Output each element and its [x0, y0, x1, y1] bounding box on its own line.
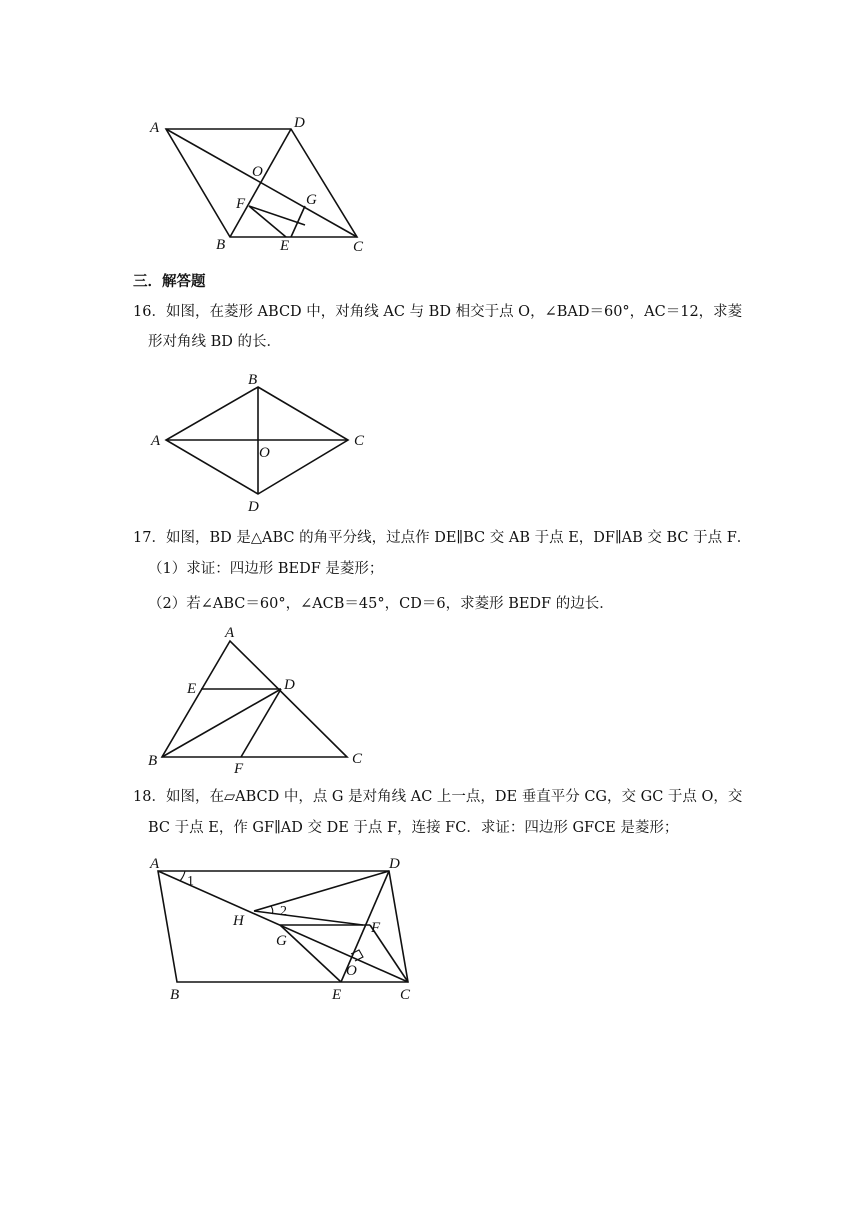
- fig15-label-O: O: [252, 164, 263, 180]
- fig17-label-F: F: [234, 761, 244, 777]
- fig18-label-angle2: 2: [280, 904, 287, 919]
- fig15-label-C: C: [353, 239, 364, 255]
- figure-17: [148, 625, 363, 777]
- fig15-label-A: A: [150, 120, 160, 136]
- problem-18-line-1: 18．如图，在▱ABCD 中，点 G 是对角线 AC 上一点，DE 垂直平分 CG，交 GC 于点 O，交: [133, 789, 743, 805]
- fig18-label-F: F: [371, 920, 381, 936]
- fig18-label-G: G: [276, 933, 287, 949]
- problem-16-line-1: 16．如图，在菱形 ABCD 中，对角线 AC 与 BD 相交于点 O，∠BAD＝60°，AC＝12，求菱: [133, 304, 743, 320]
- fig18-label-E: E: [332, 987, 342, 1003]
- section-heading: 三．解答题: [133, 274, 206, 290]
- figure-18: [149, 856, 411, 1003]
- fig16-label-C: C: [354, 433, 365, 449]
- fig17-label-B: B: [148, 753, 158, 769]
- fig16-label-O: O: [259, 445, 270, 461]
- fig17-label-E: E: [187, 681, 197, 697]
- fig17-label-C: C: [352, 751, 363, 767]
- figure-15: [149, 115, 364, 255]
- fig16-label-A: A: [151, 433, 161, 449]
- fig16-label-B: B: [248, 372, 258, 388]
- problem-16-line-2: 形对角线 BD 的长．: [148, 334, 281, 350]
- problem-17-line-3: （2）若∠ABC＝60°，∠ACB＝45°，CD＝6，求菱形 BEDF 的边长．: [148, 596, 614, 612]
- figure-16: [150, 372, 365, 515]
- fig17-label-A: A: [225, 625, 235, 641]
- fig18-label-angle1: 1: [187, 874, 194, 889]
- fig15-label-E: E: [280, 238, 290, 254]
- fig18-label-H: H: [233, 913, 244, 929]
- fig15-label-G: G: [306, 192, 317, 208]
- fig17-label-D: D: [284, 677, 295, 693]
- fig18-label-D: D: [389, 856, 400, 872]
- fig18-label-A: A: [150, 856, 160, 872]
- problem-17-line-1: 17．如图，BD 是△ABC 的角平分线，过点作 DE∥BC 交 AB 于点 E，DF∥AB 交 BC 于点 F．: [133, 530, 752, 546]
- fig15-label-B: B: [216, 237, 226, 253]
- fig16-label-D: D: [248, 499, 259, 515]
- fig18-label-B: B: [170, 987, 180, 1003]
- problem-18-line-2: BC 于点 E，作 GF∥AD 交 DE 于点 F，连接 FC．求证：四边形 GFCE 是菱形；: [148, 820, 679, 836]
- fig18-label-O: O: [346, 963, 357, 979]
- fig18-label-C: C: [400, 987, 411, 1003]
- problem-17-line-2: （1）求证：四边形 BEDF 是菱形；: [148, 561, 384, 577]
- fig15-label-D: D: [294, 115, 305, 131]
- fig15-label-F: F: [236, 196, 246, 212]
